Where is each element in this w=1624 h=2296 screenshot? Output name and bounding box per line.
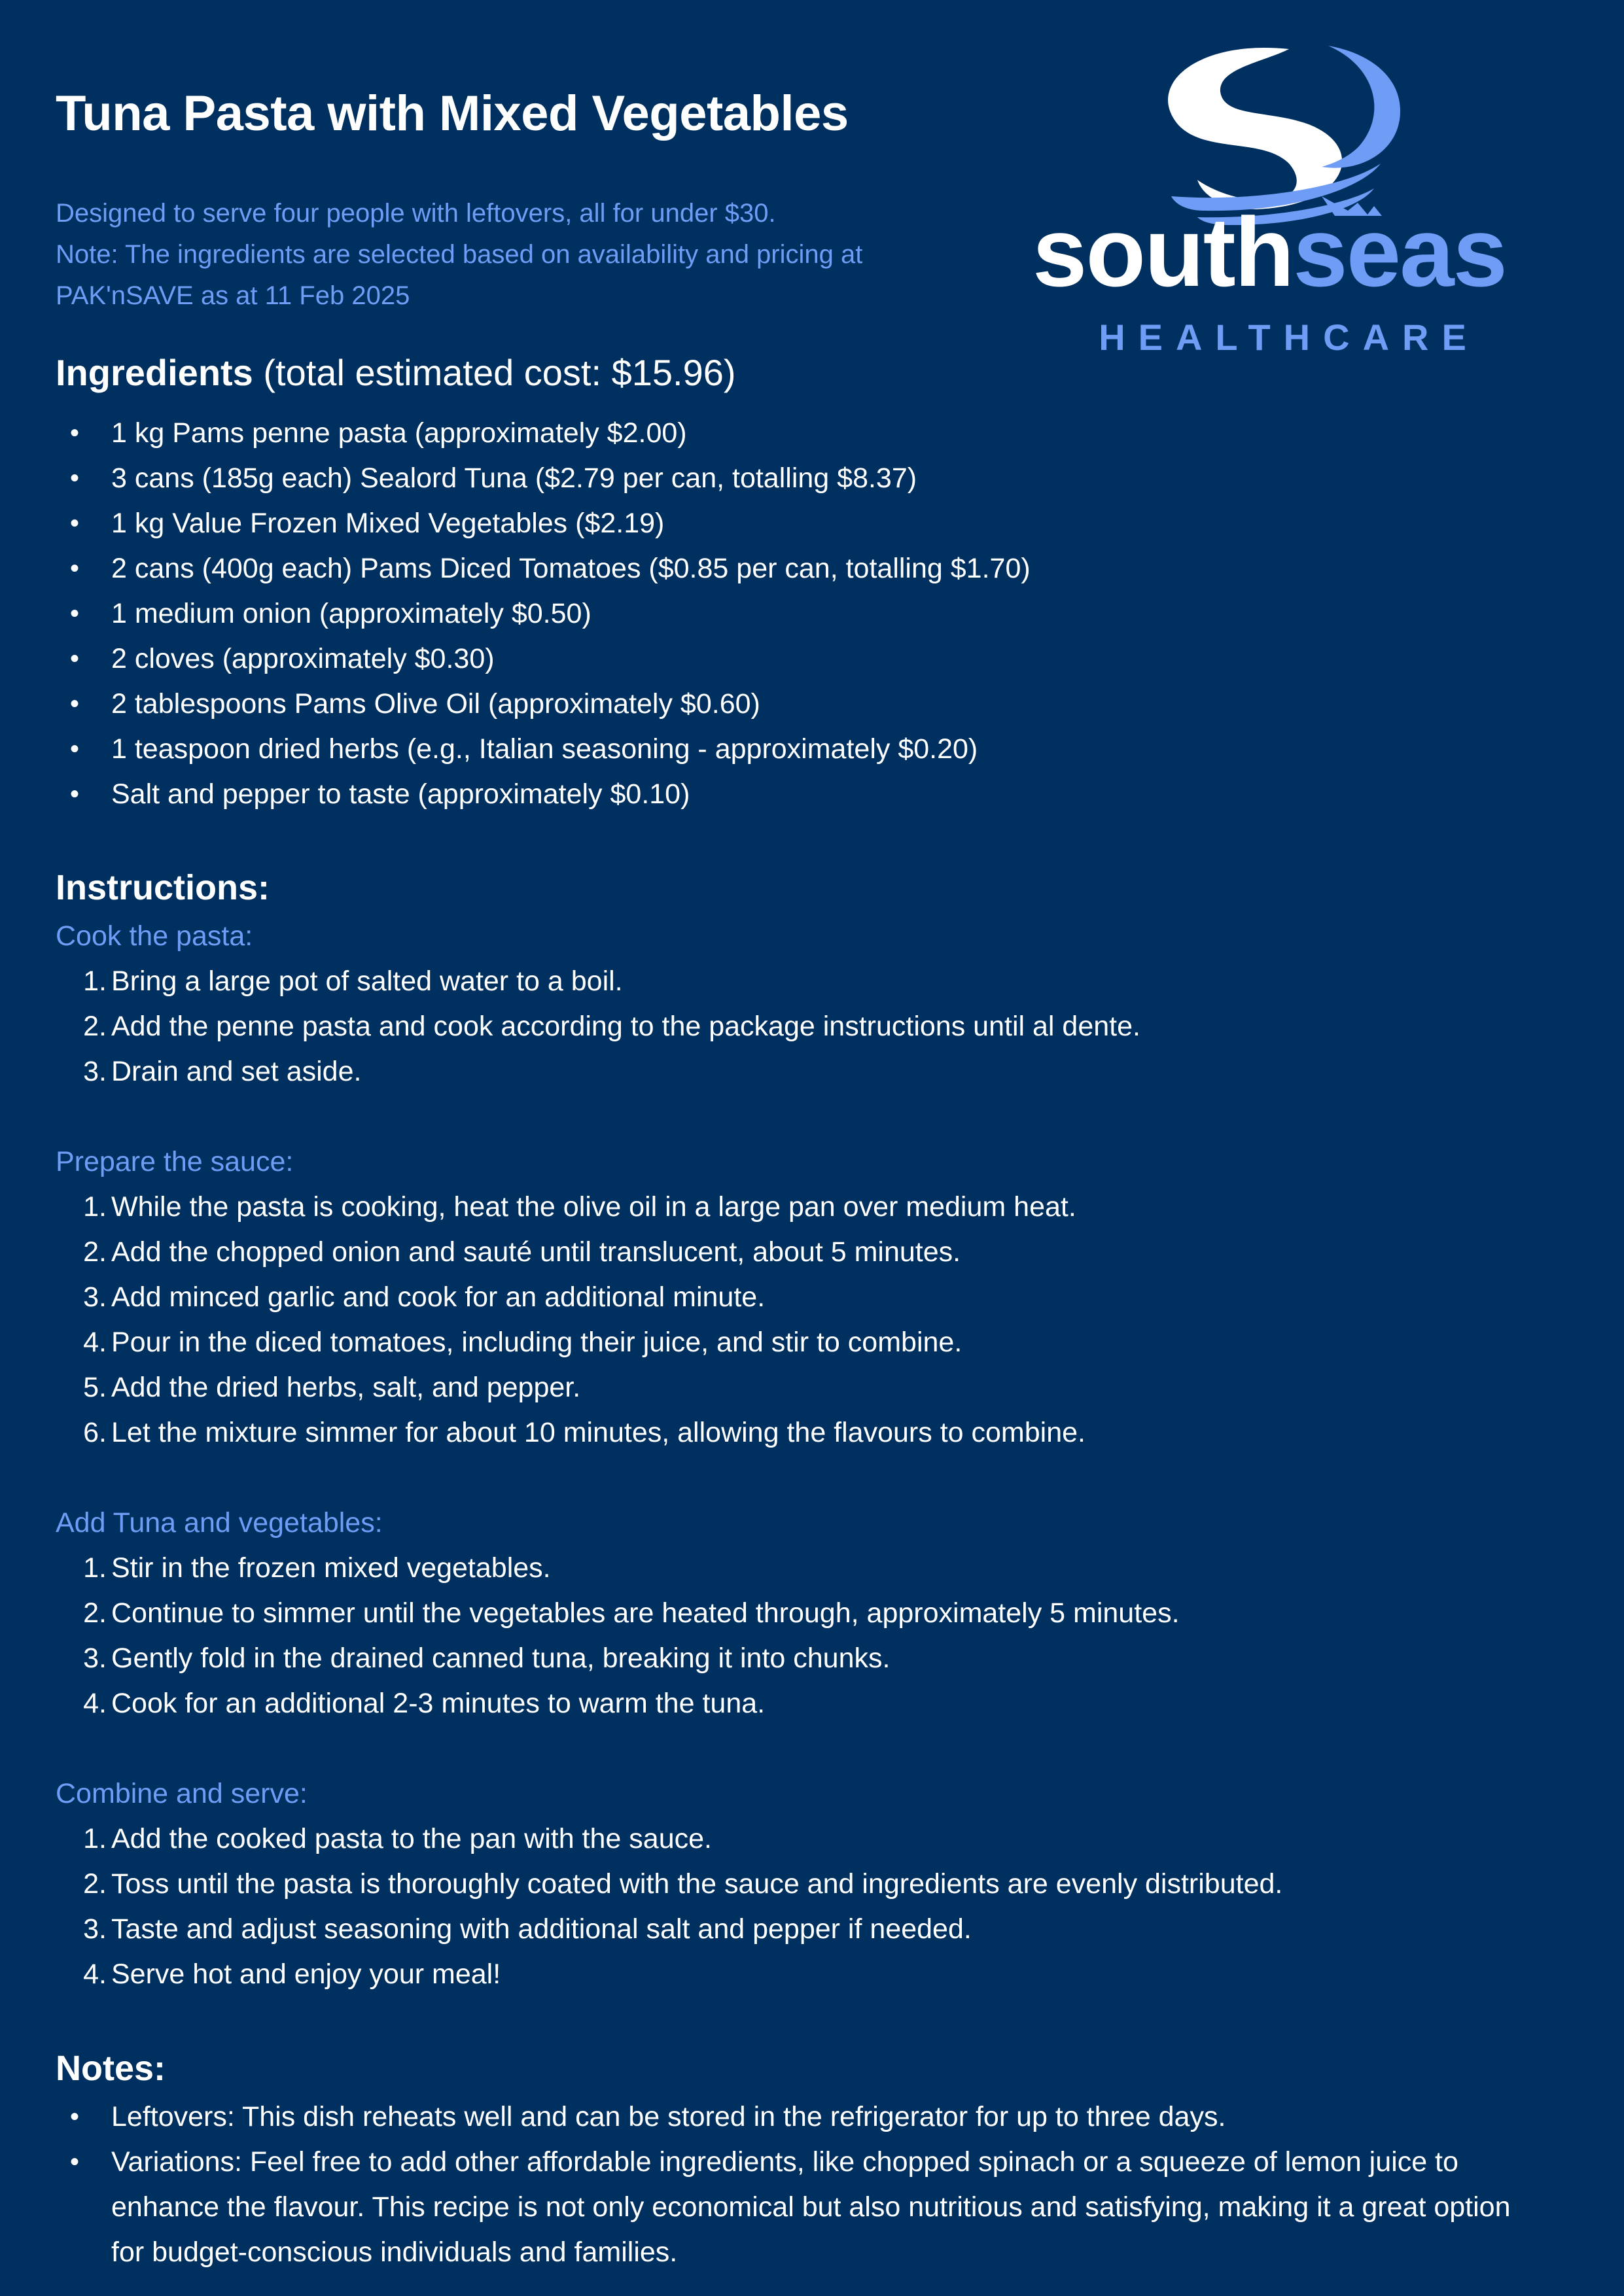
step-item: 4. Serve hot and enjoy your meal! xyxy=(83,1958,501,1990)
ingredients-heading xyxy=(56,347,1613,399)
logo-subtitle: HEALTHCARE xyxy=(1099,317,1479,358)
step-item: 1. Bring a large pot of salted water to a boil. xyxy=(83,965,623,997)
steps-list xyxy=(56,1817,1613,1997)
list-item: • 1 kg Pams penne pasta (approximately $2.00) xyxy=(56,411,1613,456)
southseas-logo xyxy=(981,39,1557,358)
list-item: • Leftovers: This dish reheats well and can be stored in the refrigerator for up to three days. xyxy=(56,2095,1613,2140)
step-item: 3. Taste and adjust seasoning with additional salt and pepper if needed. xyxy=(83,1913,972,1945)
step-item: 1. Add the cooked pasta to the pan with the sauce. xyxy=(83,1823,712,1854)
step-item: 2. Toss until the pasta is thoroughly coated with the sauce and ingredients are evenly distributed. xyxy=(83,1868,1283,1900)
step-item: 2. Continue to simmer until the vegetables are heated through, approximately 5 minutes. xyxy=(83,1597,1180,1629)
intro-line: PAK'nSAVE as at 11 Feb 2025 xyxy=(56,281,410,310)
step-item: 3. Drain and set aside. xyxy=(83,1056,362,1087)
notes-list xyxy=(56,2095,1613,2275)
intro-line: Note: The ingredients are selected based on availability and pricing at xyxy=(56,240,863,269)
steps-list xyxy=(56,959,1613,1094)
recipe-content xyxy=(56,347,1613,2275)
list-item: • 1 kg Value Frozen Mixed Vegetables ($2.19) xyxy=(56,501,1613,546)
step-item: 1. While the pasta is cooking, heat the olive oil in a large pan over medium heat. xyxy=(83,1191,1076,1223)
instructions-heading: Instructions: xyxy=(56,868,270,907)
list-item: • 2 tablespoons Pams Olive Oil (approximately $0.60) xyxy=(56,682,1613,727)
ingredients-title: Ingredients xyxy=(56,352,253,393)
list-item: • Variations: Feel free to add other affordable ingredients, like chopped spinach or a squeeze of lemon juice to enhance the flavour. This recipe is not only economical but also nutritious and satisfying, making it a great option for budget-conscious individuals and families. xyxy=(56,2140,1613,2275)
ingredients-cost: (total estimated cost: $15.96) xyxy=(253,352,736,393)
step-item: 3. Add minced garlic and cook for an additional minute. xyxy=(83,1281,766,1313)
list-item: • 1 teaspoon dried herbs (e.g., Italian seasoning - approximately $0.20) xyxy=(56,727,1613,772)
logo-wordmark xyxy=(981,197,1557,307)
list-item: • 1 medium onion (approximately $0.50) xyxy=(56,591,1613,636)
list-item: • 2 cloves (approximately $0.30) xyxy=(56,636,1613,682)
ingredients-list xyxy=(56,411,1613,817)
section-title: Combine and serve: xyxy=(56,1778,308,1809)
page-title: Tuna Pasta with Mixed Vegetables xyxy=(56,86,849,141)
steps-list xyxy=(56,1185,1613,1455)
list-item: • 3 cans (185g each) Sealord Tuna ($2.79 per can, totalling $8.37) xyxy=(56,456,1613,501)
step-item: 3. Gently fold in the drained canned tuna, breaking it into chunks. xyxy=(83,1643,891,1674)
step-item: 4. Pour in the diced tomatoes, including their juice, and stir to combine. xyxy=(83,1327,962,1358)
step-item: 2. Add the chopped onion and sauté until translucent, about 5 minutes. xyxy=(83,1236,961,1268)
section-title: Prepare the sauce: xyxy=(56,1146,294,1177)
section-title: Cook the pasta: xyxy=(56,920,253,952)
step-item: 5. Add the dried herbs, salt, and pepper. xyxy=(83,1372,581,1403)
notes-heading: Notes: xyxy=(56,2049,166,2088)
list-item: • 2 cans (400g each) Pams Diced Tomatoes ($0.85 per can, totalling $1.70) xyxy=(56,546,1613,591)
intro-line: Designed to serve four people with leftovers, all for under $30. xyxy=(56,199,776,228)
steps-list xyxy=(56,1546,1613,1726)
step-item: 6. Let the mixture simmer for about 10 minutes, allowing the flavours to combine. xyxy=(83,1417,1086,1448)
step-item: 1. Stir in the frozen mixed vegetables. xyxy=(83,1552,551,1584)
logo-word-south: south xyxy=(1033,197,1294,307)
intro-text xyxy=(56,193,985,317)
step-item: 2. Add the penne pasta and cook according to the package instructions until al dente. xyxy=(83,1011,1140,1042)
section-title: Add Tuna and vegetables: xyxy=(56,1507,383,1539)
step-item: 4. Cook for an additional 2-3 minutes to warm the tuna. xyxy=(83,1688,766,1719)
logo-word-seas: seas xyxy=(1293,197,1506,307)
list-item: • Salt and pepper to taste (approximately $0.10) xyxy=(56,772,1613,817)
logo-swirl-white xyxy=(1168,48,1342,209)
